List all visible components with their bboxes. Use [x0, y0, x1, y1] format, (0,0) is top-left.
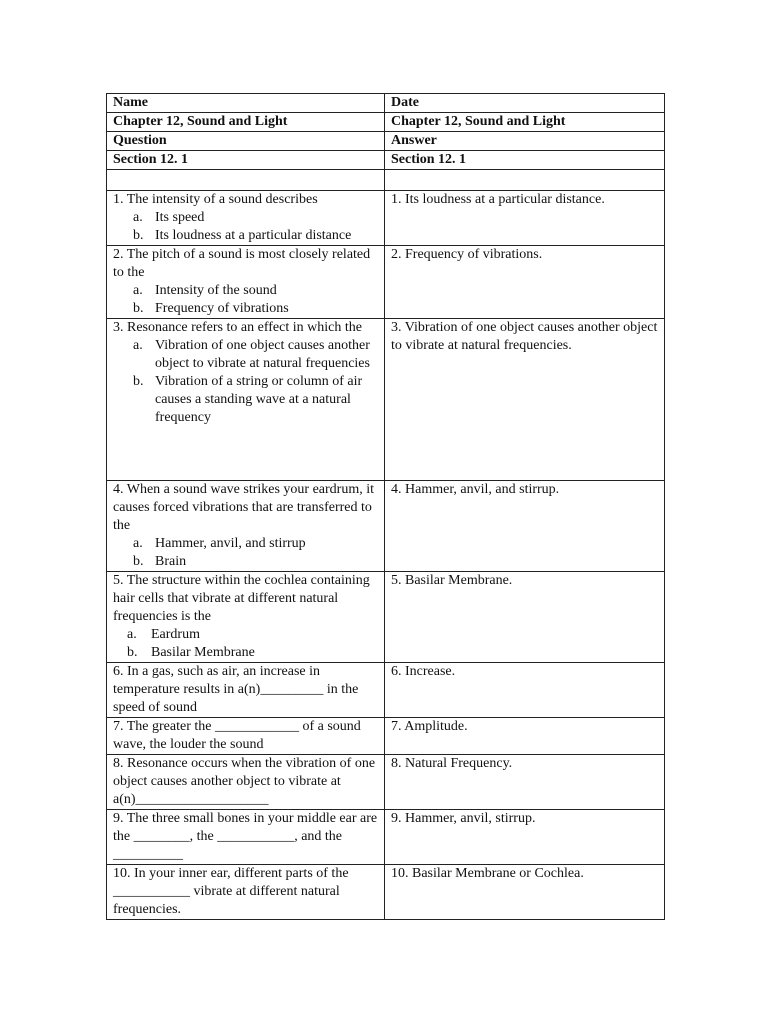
option-item	[133, 337, 378, 373]
option-marker: b.	[127, 645, 138, 660]
option-item	[133, 535, 378, 553]
question-cell: 7. The greater the ____________ of a sound wave, the louder the sound	[107, 718, 385, 755]
answer-cell: 7. Amplitude.	[385, 718, 665, 755]
question-cell	[107, 572, 385, 663]
option-list	[113, 282, 378, 318]
spacer-row	[107, 170, 665, 191]
table-row	[107, 191, 665, 246]
option-list	[113, 626, 378, 662]
answer-label: Answer	[385, 132, 665, 151]
header-row-name-date	[107, 94, 665, 113]
table-row	[107, 481, 665, 572]
option-marker: b.	[133, 374, 144, 389]
option-item	[127, 626, 378, 644]
question-cell	[107, 246, 385, 319]
option-item	[133, 227, 378, 245]
option-item	[133, 209, 378, 227]
question-cell: 10. In your inner ear, different parts of the ___________ vibrate at different natural frequencies.	[107, 865, 385, 920]
header-row-labels	[107, 132, 665, 151]
table-row	[107, 319, 665, 481]
table-row	[107, 810, 665, 865]
option-list	[113, 535, 378, 571]
question-cell: 6. In a gas, such as air, an increase in temperature results in a(n)_________ in the speed of sound	[107, 663, 385, 718]
option-marker: a.	[133, 210, 143, 225]
question-cell	[107, 319, 385, 481]
table-row	[107, 246, 665, 319]
question-cell	[107, 481, 385, 572]
question-text: 1. The intensity of a sound describes	[113, 192, 318, 207]
option-marker: a.	[133, 338, 143, 353]
spacer-cell	[107, 170, 385, 191]
option-item	[127, 644, 378, 662]
question-text: 5. The structure within the cochlea containing hair cells that vibrate at different natural frequencies is the	[113, 573, 370, 624]
question-cell	[107, 191, 385, 246]
option-list	[113, 337, 378, 427]
table-row	[107, 663, 665, 718]
question-text: 4. When a sound wave strikes your eardrum, it causes forced vibrations that are transferred to the	[113, 482, 375, 533]
option-marker: b.	[133, 301, 144, 316]
answer-cell: 3. Vibration of one object causes another object to vibrate at natural frequencies.	[385, 319, 665, 481]
answer-cell: 10. Basilar Membrane or Cochlea.	[385, 865, 665, 920]
option-text: Eardrum	[151, 627, 200, 642]
question-text: 2. The pitch of a sound is most closely related to the	[113, 247, 371, 280]
option-marker: a.	[127, 627, 137, 642]
option-text: Its loudness at a particular distance	[155, 228, 352, 243]
option-text: Its speed	[155, 210, 205, 225]
name-label: Name	[107, 94, 385, 113]
answer-cell: 4. Hammer, anvil, and stirrup.	[385, 481, 665, 572]
option-item	[133, 373, 378, 427]
option-item	[133, 553, 378, 571]
option-text: Frequency of vibrations	[155, 301, 289, 316]
answer-cell: 8. Natural Frequency.	[385, 755, 665, 810]
option-marker: b.	[133, 228, 144, 243]
option-text: Basilar Membrane	[151, 645, 255, 660]
question-title: Chapter 12, Sound and Light	[107, 113, 385, 132]
answer-cell: 6. Increase.	[385, 663, 665, 718]
table-row	[107, 572, 665, 663]
option-marker: b.	[133, 554, 144, 569]
option-list	[113, 209, 378, 245]
table-row	[107, 865, 665, 920]
option-text: Vibration of a string or column of air causes a standing wave at a natural frequency	[155, 374, 363, 425]
spacer-cell	[385, 170, 665, 191]
option-item	[133, 300, 378, 318]
question-label: Question	[107, 132, 385, 151]
option-text: Hammer, anvil, and stirrup	[155, 536, 306, 551]
table-row	[107, 718, 665, 755]
answer-cell: 2. Frequency of vibrations.	[385, 246, 665, 319]
option-text: Brain	[155, 554, 187, 569]
question-cell: 9. The three small bones in your middle ear are the ________, the ___________, and the __________	[107, 810, 385, 865]
option-text: Intensity of the sound	[155, 283, 277, 298]
option-marker: a.	[133, 536, 143, 551]
header-row-section	[107, 151, 665, 170]
answer-cell: 1. Its loudness at a particular distance.	[385, 191, 665, 246]
answer-cell: 9. Hammer, anvil, stirrup.	[385, 810, 665, 865]
header-row-title	[107, 113, 665, 132]
option-marker: a.	[133, 283, 143, 298]
answer-section: Section 12. 1	[385, 151, 665, 170]
question-cell: 8. Resonance occurs when the vibration of one object causes another object to vibrate at a(n)___________________	[107, 755, 385, 810]
worksheet-table	[106, 93, 665, 920]
question-section: Section 12. 1	[107, 151, 385, 170]
date-label: Date	[385, 94, 665, 113]
answer-cell: 5. Basilar Membrane.	[385, 572, 665, 663]
table-row	[107, 755, 665, 810]
option-item	[133, 282, 378, 300]
question-text: 3. Resonance refers to an effect in which the	[113, 320, 362, 335]
answer-title: Chapter 12, Sound and Light	[385, 113, 665, 132]
option-text: Vibration of one object causes another object to vibrate at natural frequencies	[155, 338, 370, 371]
